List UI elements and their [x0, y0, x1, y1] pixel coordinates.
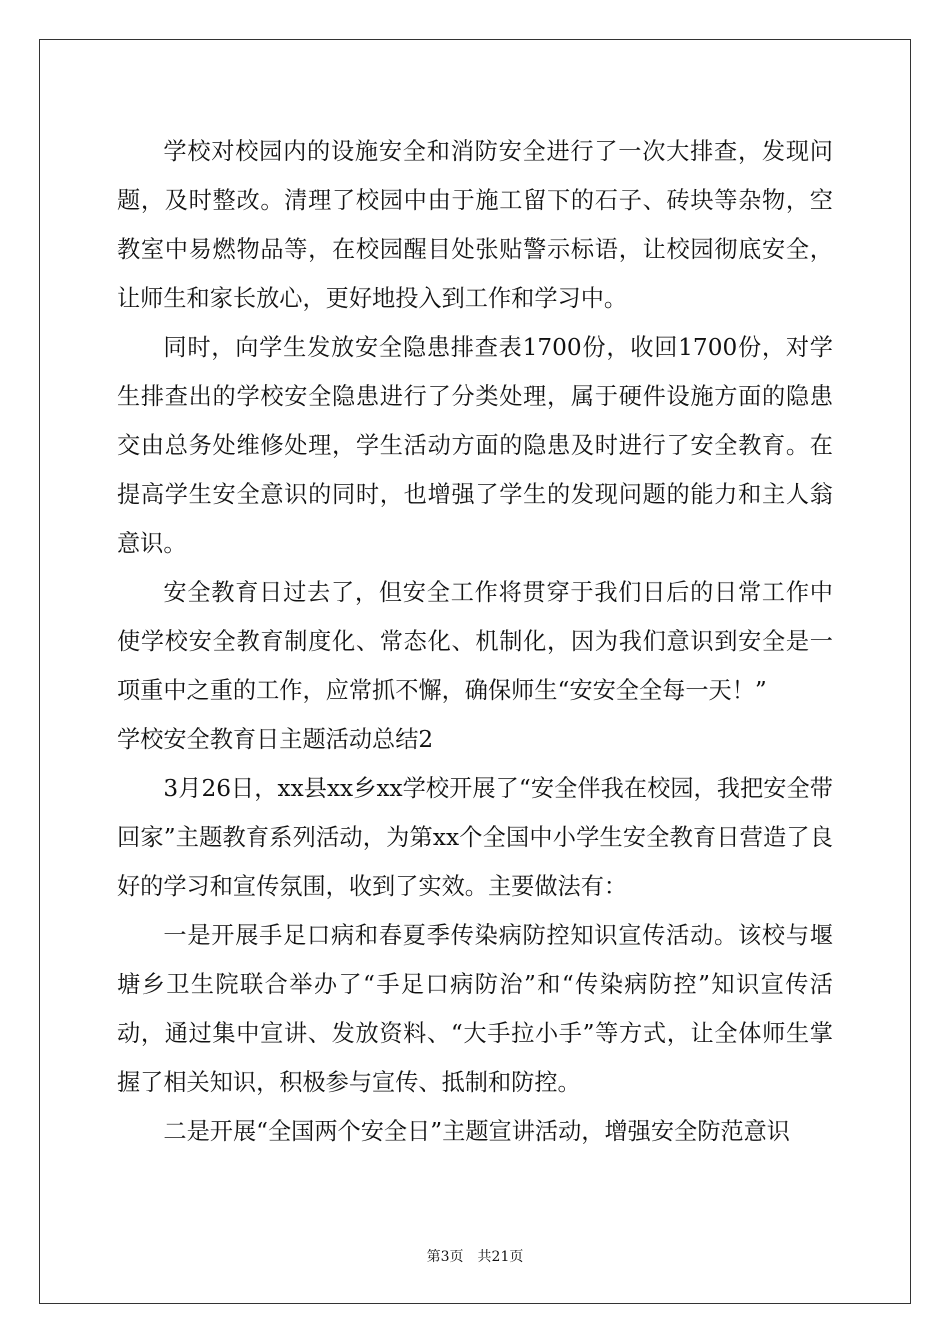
paragraph: 同时，向学生发放安全隐患排查表1700份，收回1700份，对学生排查出的学校安全隐患进行了分类处理，属于硬件设施方面的隐患交由总务处维修处理，学生活动方面的隐患及时进行了安全教育。在提高学生安全意识的同时，也增强了学生的发现问题的能力和主人翁意识。 — [117, 334, 833, 557]
paragraph: 学校对校园内的设施安全和消防安全进行了一次大排查，发现问题，及时整改。清理了校园中由于施工留下的石子、砖块等杂物，空教室中易燃物品等，在校园醒目处张贴警示标语，让校园彻底安全，让师生和家长放心，更好地投入到工作和学习中。 — [117, 138, 833, 312]
paragraph: 安全教育日过去了，但安全工作将贯穿于我们日后的日常工作中使学校安全教育制度化、常态化、机制化，因为我们意识到安全是一项重中之重的工作，应常抓不懈，确保师生“安安全全每一天！” — [117, 579, 833, 704]
section-title: 学校安全教育日主题活动总结2 — [117, 726, 434, 753]
page-number: 第3页 — [426, 1249, 464, 1265]
paragraph: 二是开展“全国两个安全日”主题宣讲活动，增强安全防范意识 — [163, 1118, 790, 1145]
page-total: 共21页 — [477, 1249, 524, 1265]
page-footer — [0, 1248, 950, 1266]
paragraph: 一是开展手足口病和春夏季传染病防控知识宣传活动。该校与堰塘乡卫生院联合举办了“手足口病防治”和“传染病防控”知识宣传活动，通过集中宣讲、发放资料、“大手拉小手”等方式，让全体师生掌握了相关知识，积极参与宣传、抵制和防控。 — [117, 922, 833, 1096]
document-body — [117, 127, 833, 1156]
paragraph: 3月26日，xx县xx乡xx学校开展了“安全伴我在校园，我把安全带回家”主题教育系列活动，为第xx个全国中小学生安全教育日营造了良好的学习和宣传氛围，收到了实效。主要做法有： — [117, 775, 833, 900]
